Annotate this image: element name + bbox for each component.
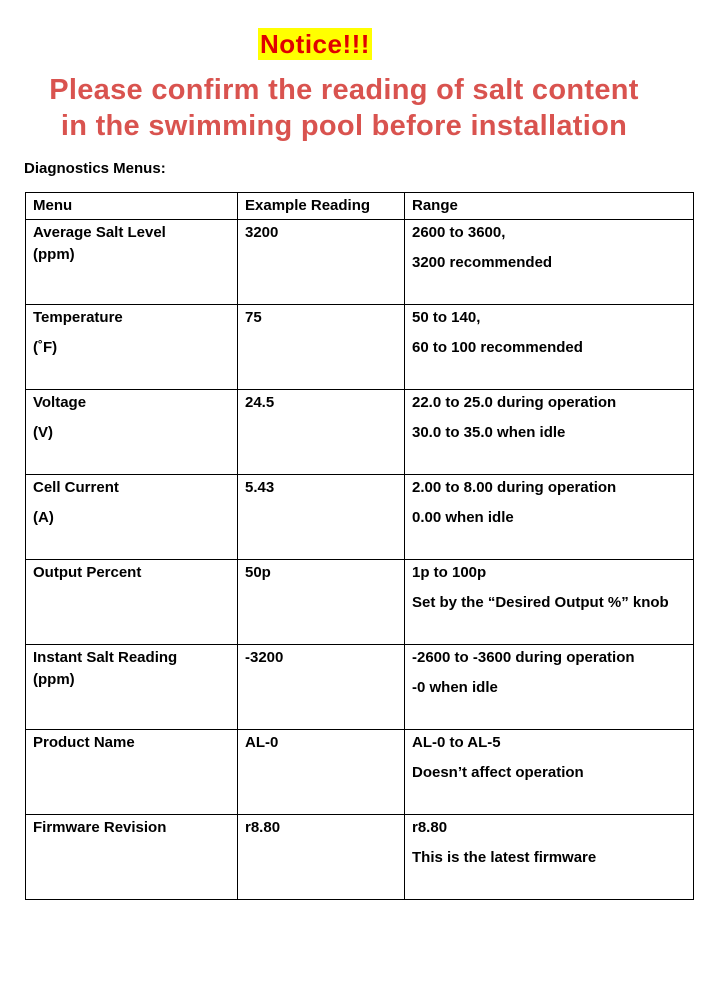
example-value: 5.43 xyxy=(245,479,275,496)
table-header-row xyxy=(26,193,694,220)
menu-cell xyxy=(26,390,238,475)
range-note: This is the latest firmware xyxy=(412,849,597,866)
diagnostics-table xyxy=(25,192,694,900)
range-cell xyxy=(405,560,694,645)
range-line: r8.80 xyxy=(412,819,448,836)
menu-cell xyxy=(26,220,238,305)
warning-line-1: Please confirm the reading of salt content xyxy=(49,74,639,106)
range-cell xyxy=(405,475,694,560)
header-menu: Menu xyxy=(26,193,238,220)
example-cell xyxy=(238,645,405,730)
example-cell xyxy=(238,560,405,645)
range-cell xyxy=(405,305,694,390)
range-cell xyxy=(405,730,694,815)
notice-banner: Notice!!! xyxy=(260,29,370,59)
menu-label: Cell Current xyxy=(33,479,119,496)
example-cell xyxy=(238,730,405,815)
menu-label: Voltage xyxy=(33,394,87,411)
menu-unit: (V) xyxy=(33,424,53,441)
table-row xyxy=(26,475,694,560)
menu-cell xyxy=(26,645,238,730)
menu-unit: (ppm) xyxy=(33,671,75,688)
example-value: 24.5 xyxy=(245,394,275,411)
example-value: -3200 xyxy=(245,649,284,666)
range-line: -2600 to -3600 during operation xyxy=(412,649,635,666)
example-cell xyxy=(238,305,405,390)
menu-label: Output Percent xyxy=(33,564,142,581)
example-cell xyxy=(238,475,405,560)
example-cell xyxy=(238,390,405,475)
menu-label: Firmware Revision xyxy=(33,819,167,836)
table-row xyxy=(26,560,694,645)
range-line: 50 to 140, xyxy=(412,309,481,326)
menu-cell xyxy=(26,560,238,645)
range-line: 2600 to 3600, xyxy=(412,224,506,241)
header-example-reading: Example Reading xyxy=(238,193,405,220)
range-line: 22.0 to 25.0 during operation xyxy=(412,394,617,411)
table-row xyxy=(26,815,694,900)
range-note: 3200 recommended xyxy=(412,254,553,271)
range-cell xyxy=(405,390,694,475)
range-line: 2.00 to 8.00 during operation xyxy=(412,479,617,496)
table-row xyxy=(26,220,694,305)
table-row xyxy=(26,305,694,390)
example-cell xyxy=(238,220,405,305)
menu-cell xyxy=(26,815,238,900)
example-value: AL-0 xyxy=(245,734,279,751)
range-line: AL-0 to AL-5 xyxy=(412,734,501,751)
range-cell xyxy=(405,220,694,305)
example-value: 50p xyxy=(245,564,271,581)
range-line: 1p to 100p xyxy=(412,564,487,581)
range-cell xyxy=(405,645,694,730)
range-note: Set by the “Desired Output %” knob xyxy=(412,594,669,611)
range-note: 30.0 to 35.0 when idle xyxy=(412,424,566,441)
example-cell xyxy=(238,815,405,900)
example-value: 3200 xyxy=(245,224,279,241)
table-row xyxy=(26,730,694,815)
menu-unit: (A) xyxy=(33,509,54,526)
example-value: 75 xyxy=(245,309,262,326)
table-row xyxy=(26,390,694,475)
installation-warning xyxy=(0,72,688,144)
menu-label: Average Salt Level xyxy=(33,224,166,241)
menu-cell xyxy=(26,305,238,390)
menu-unit: (˚F) xyxy=(33,339,58,356)
header-range: Range xyxy=(405,193,694,220)
range-note: 0.00 when idle xyxy=(412,509,514,526)
menu-unit: (ppm) xyxy=(33,246,75,263)
menu-label: Product Name xyxy=(33,734,135,751)
range-note: -0 when idle xyxy=(412,679,498,696)
range-cell xyxy=(405,815,694,900)
range-note: Doesn’t affect operation xyxy=(412,764,584,781)
menu-cell xyxy=(26,730,238,815)
range-note: 60 to 100 recommended xyxy=(412,339,583,356)
table-row xyxy=(26,645,694,730)
warning-line-2: in the swimming pool before installation xyxy=(60,110,628,142)
example-value: r8.80 xyxy=(245,819,281,836)
menu-cell xyxy=(26,475,238,560)
menu-label: Instant Salt Reading xyxy=(33,649,178,666)
menu-label: Temperature xyxy=(33,309,123,326)
section-title: Diagnostics Menus: xyxy=(24,160,166,177)
